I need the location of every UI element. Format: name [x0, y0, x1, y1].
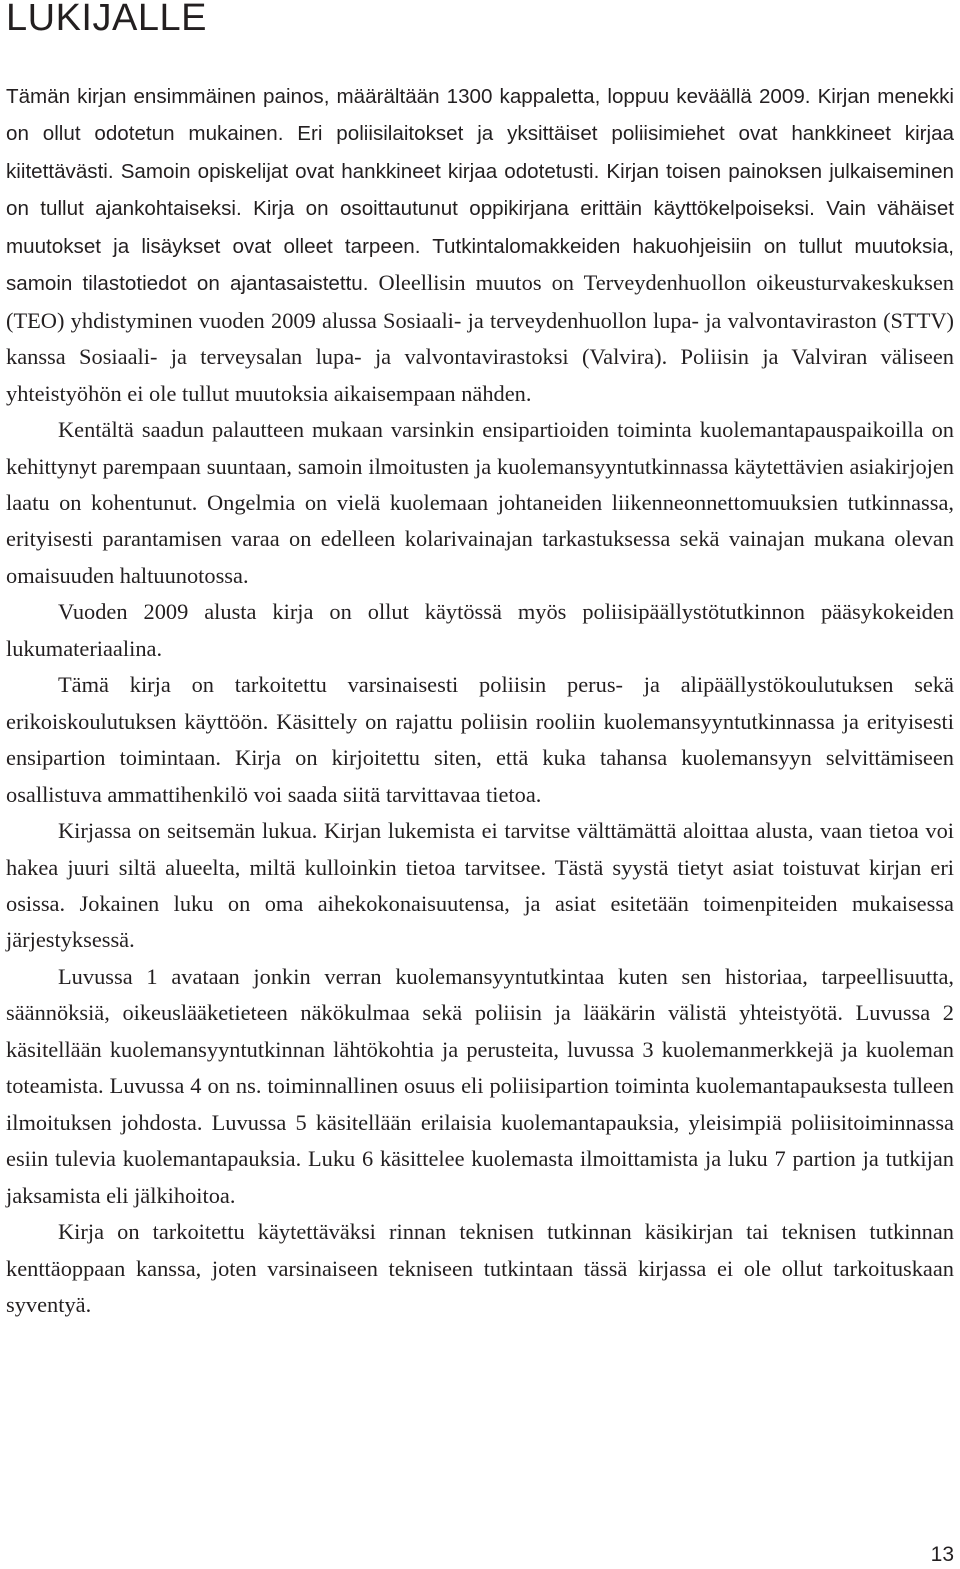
paragraph-1 — [6, 78, 954, 412]
body-text — [6, 78, 954, 1323]
page-title: LUKIJALLE — [6, 0, 207, 39]
page-number: 13 — [930, 1543, 954, 1566]
paragraph-5: Kirjassa on seitsemän lukua. Kirjan lukemista ei tarvitse välttämättä aloittaa alusta, vaan tietoa voi hakea juuri siltä alueelta, miltä kulloinkin tietoa tarvitsee. Tästä syystä tietyt asiat toistuvat kirjan eri osissa. Jokainen luku on oma aihekokonaisuutensa, ja asiat esitetään toimenpiteiden mukaisessa järjestyksessä. — [6, 818, 954, 953]
paragraph-2: Kentältä saadun palautteen mukaan varsinkin ensipartioiden toiminta kuolemantapauspaikoilla on kehittynyt parempaan suuntaan, samoin ilmoitusten ja kuolemansyyntutkinnassa käytettävien asiakirjojen laatu on kohentunut. Ongelmia on vielä kuolemaan johtaneiden liikenneonnettomuuksien tutkinnassa, erityisesti parantamisen varaa on edelleen kolarivainajan tarkastuksessa sekä vainajan mukana olevan omaisuuden haltuunotossa. — [6, 417, 954, 588]
paragraph-7: Kirja on tarkoitettu käytettäväksi rinnan teknisen tutkinnan käsikirjan tai teknisen tutkinnan kenttäoppaan kanssa, joten varsinaiseen tekniseen tutkintaan tässä kirjassa ei ole ollut tarkoituskaan syventyä. — [6, 1219, 954, 1317]
paragraph-1-sentence-2: Oleellisin muutos on Terveydenhuollon oikeusturvakeskuksen (TEO) yhdistyminen vuoden 2009 alussa Sosiaali- ja terveydenhuollon lupa- ja valvontaviraston (STTV) kanssa Sosiaali- ja terveysalan lupa- ja valvontavirastoksi (Valvira). Poliisin ja Valviran väliseen yhteistyöhön ei ole tullut muutoksia aikaisempaan nähden. — [6, 270, 954, 406]
paragraph-6: Luvussa 1 avataan jonkin verran kuolemansyyntutkintaa kuten sen historiaa, tarpeellisuutta, säännöksiä, oikeuslääketieteen näkökulmaa sekä poliisin ja lääkärin välistä yhteistyötä. Luvussa 2 käsitellään kuolemansyyntutkinnan lähtökohtia ja perusteita, luvussa 3 kuolemanmerkkejä ja kuoleman toteamista. Luvussa 4 on ns. toiminnallinen osuus eli poliisipartion toiminta kuolemantapauksesta tulleen ilmoituksen johdosta. Luvussa 5 käsitellään erilaisia kuolemantapauksia, yleisimpiä poliisitoiminnassa esiin tulevia kuolemantapauksia. Luku 6 käsittelee kuolemasta ilmoittamista ja luku 7 partion ja tutkijan jaksamista eli jälkihoitoa. — [6, 963, 954, 1208]
paragraph-3: Vuoden 2009 alusta kirja on ollut käytössä myös poliisipäällystötutkinnon pääsykokeiden lukumateriaalina. — [6, 599, 954, 661]
paragraph-4: Tämä kirja on tarkoitettu varsinaisesti poliisin perus- ja alipäällystökoulutuksen sekä erikoiskoulutuksen käyttöön. Käsittely on rajattu poliisin rooliin kuolemansyyntutkinnassa ja erityisesti ensipartion toimintaan. Kirja on kirjoitettu siten, että kuka tahansa kuolemansyyn selvittämiseen osallistuva ammattihenkilö voi saada siitä tarvittavaa tietoa. — [6, 672, 954, 807]
paragraph-1-sentence-1: Tämän kirjan ensimmäinen painos, määrältään 1300 kappaletta, loppuu keväällä 2009. Kirjan menekki on ollut odotetun mukainen. Eri poliisilaitokset ja yksittäiset poliisimiehet ovat hankkineet kirjaa kiitettävästi. Samoin opiskelijat ovat hankkineet kirjaa odotetusti. Kirjan toisen painoksen julkaiseminen on tullut ajankohtaiseksi. Kirja on osoittautunut oppikirjana erittäin käyttökelpoiseksi. Vain vähäiset muutokset ja lisäykset ovat olleet tarpeen. Tutkintalomakkeiden hakuohjeisiin on tullut muutoksia, samoin tilastotiedot on ajantasaistettu. — [6, 85, 954, 296]
